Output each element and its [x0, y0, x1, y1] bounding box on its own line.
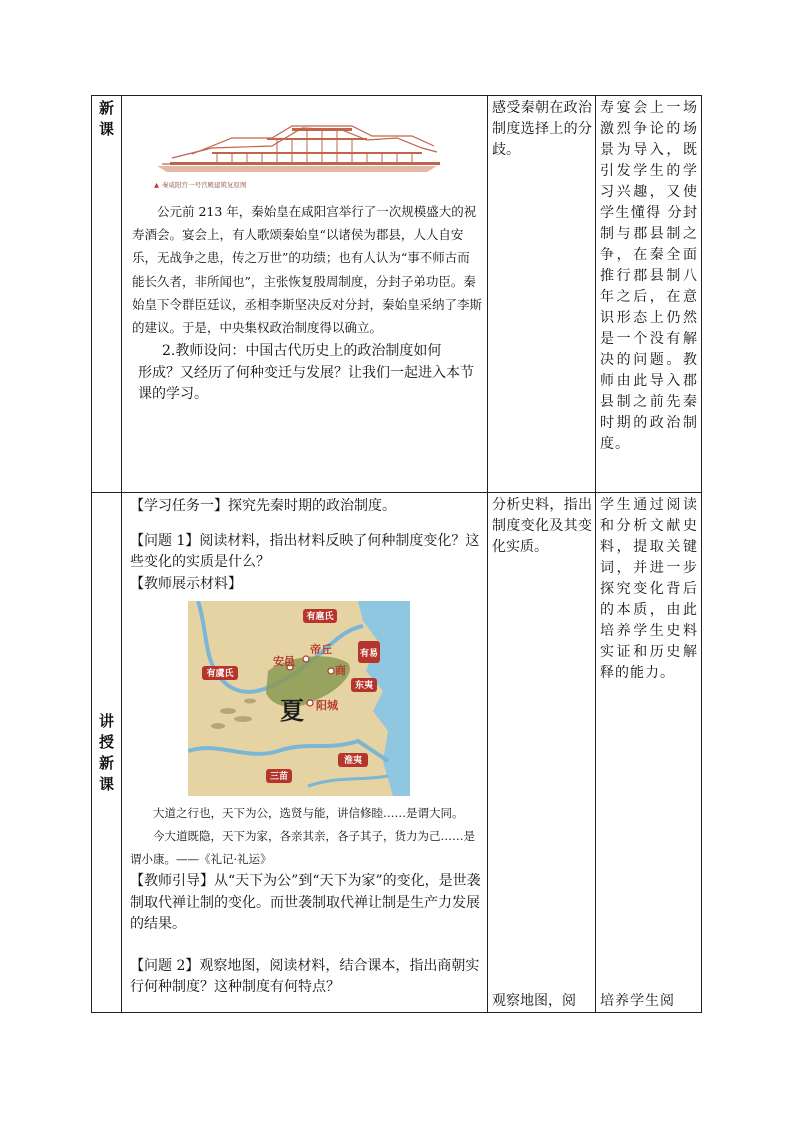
question-line-2: 形成？又经历了何种变迁与发展？让我们一起进入本节课的学习。 [138, 364, 474, 403]
row-header-new-lesson [92, 96, 122, 493]
map-label-dongyi: 东夷 [354, 681, 374, 691]
map-label-youhu: 有扈氏 [306, 612, 334, 622]
map-label-huaiyi: 淮夷 [343, 756, 363, 766]
design-intent-text: 学生通过阅读和分析文献史料，提取关键词，并进一步探究变化背后的本质，由此培养学生史料实证和历史解释的能力。 [600, 497, 698, 681]
design-intent-cell [596, 493, 702, 1013]
student-activity-cell [488, 493, 596, 1013]
map-label-youyu: 有虞氏 [206, 669, 234, 679]
main-content-cell [122, 493, 488, 1013]
map-label-youyi: 有易 [359, 649, 379, 659]
story-paragraph: 公元前 213 年，秦始皇在咸阳宫举行了一次规模盛大的祝寿酒会。宴会上，有人歌颂秦始皇“以诸侯为郡县，人人自安乐，无战争之患，传之万世”的功绩；也有人认为“事不师古而能长久者，非所闻也”，主张恢复殷周制度，分封子弟功臣。秦始皇下令群臣廷议，丞相李斯坚决反对分封，秦始皇采纳了李斯的建议。于是，中央集权政治制度得以确立。 [132, 204, 483, 336]
design-intent-text: 寿宴会上一场激烈争论的场景为导入，既引发学生的学习兴趣，又使学生懂得 分封制与郡县制之争，在秦全面推行郡县制八年之后，在意识形态上仍然是一个没有解 决的问题。教师由此导入郡县制之前先秦时期的政治制度。 [600, 100, 698, 452]
student-activity-text: 感受秦朝在政治制度选择上的分歧。 [492, 100, 592, 158]
xia-dynasty-map [188, 601, 410, 796]
student-activity-cell [488, 96, 596, 493]
learning-task-title: 【学习任务一】探究先秦时期的政治制度。 [130, 498, 396, 514]
teacher-guide: 【教师引导】从“天下为公”到“天下为家”的变化，是世袭制取代禅让制的变化。而世袭制取代禅让制是生产力发展的结果。 [130, 873, 481, 932]
table-row-lecture [92, 493, 702, 1013]
student-activity-text: 分析史料，指出制度变化及其变化实质。 [492, 497, 592, 555]
design-intent-text-2: 培养学生阅 [600, 993, 675, 1009]
quote-line-2: 今大道既隐，天下为家，各亲其亲，各子其子，货力为己……是谓小康。——《礼记·礼运》 [130, 829, 475, 866]
lesson-plan-table [91, 95, 702, 1013]
map-label-shang: 商 [335, 664, 346, 677]
teacher-question [122, 341, 488, 406]
row-header-lecture [92, 493, 122, 1013]
map-label-diqiu: 帝丘 [310, 643, 332, 656]
story-block [122, 200, 488, 406]
map-label-xia: 夏 [280, 696, 304, 725]
main-content-cell [122, 96, 488, 493]
question-1: 【问题 1】阅读材料，指出材料反映了何种制度变化？这些变化的实质是什么？ [130, 532, 480, 570]
design-intent-cell [596, 96, 702, 493]
row-header-text: 新课 [99, 99, 115, 138]
teacher-show-material: 【教师展示材料】 [130, 575, 242, 592]
map-label-sanmiao: 三苗 [269, 772, 289, 782]
map-label-anyi: 安邑 [273, 655, 295, 668]
row-header-text: 讲授新课 [99, 711, 115, 793]
liji-quote [122, 802, 487, 871]
quote-line-1: 大道之行也，天下为公，选贤与能，讲信修睦……是谓大同。 [153, 806, 464, 820]
palace-illustration [152, 118, 442, 176]
question-2: 【问题 2】观察地图，阅读材料，结合课本，指出商朝实行何种制度？这种制度有何特点？ [130, 957, 480, 995]
palace-caption: ▲ 秦咸阳宫一号宫殿建筑复原图 [154, 181, 247, 189]
question-line-1: 2.教师设问：中国古代历史上的政治制度如何 [162, 343, 442, 360]
map-label-yangcheng: 阳城 [316, 699, 338, 712]
student-activity-text-2: 观察地图，阅 [492, 993, 576, 1009]
table-row-new-lesson [92, 96, 702, 493]
